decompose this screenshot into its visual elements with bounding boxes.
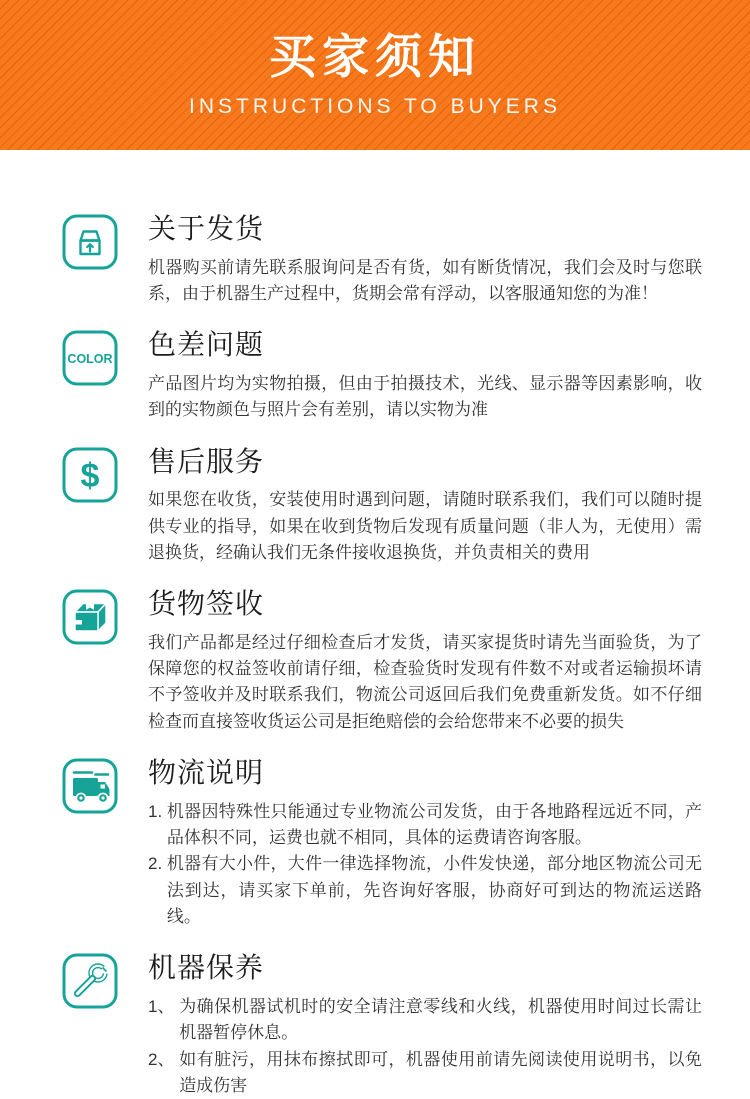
section-title-logistics: 物流说明 [148,757,265,789]
page-title: 买家须知 [269,30,481,84]
logistics-list-item-2 [148,851,702,930]
svg-text:$: $ [80,456,100,495]
wrench-icon [62,953,118,1009]
color-icon [62,330,118,386]
section-logistics [62,756,702,930]
shipping-box-icon [62,214,118,270]
section-title-maintenance: 机器保养 [148,952,265,984]
list-text: 机器因特殊性只能通过专业物流公司发货，由于各地路程远近不同，产品体积不同，运费也就不相同，具体的运费请咨询客服。 [166,801,702,848]
buyer-notice-list [0,150,750,1099]
list-number: 2. [148,854,167,874]
list-text: 如有脏污，用抹布擦拭即可，机器使用前请先阅读使用说明书，以免造成伤害 [179,1049,702,1096]
section-title-goods-receipt: 货物签收 [148,588,265,620]
section-text-goods-receipt: 我们产品都是经过仔细检查后才发货，请买家提货时请先当面验货，为了保障您的权益签收前请仔细，检查验货时发现有件数不对或者运输损坏请不予签收并及时联系我们，物流公司返回后我们免费重新发货。如不仔细检查而直接签收货运公司是拒绝赔偿的会给您带来不必要的损失 [148,632,702,731]
maintenance-list-item-2 [148,1047,702,1099]
maintenance-list-item-1 [148,994,702,1047]
list-text: 机器有大小件，大件一律选择物流，小件发快递，部分地区物流公司无法到达，请买家下单前，先咨询好客服，协商好可到达的物流运送路线。 [166,854,702,927]
section-text-after-sales: 如果您在收货，安装使用时遇到问题，请随时联系我们，我们可以随时提供专业的指导，如果在收到货物后发现有质量问题（非人为，无使用）需退换货，经确认我们无条件接收退换货，并负责相关的费用 [148,490,702,562]
section-title-after-sales: 售后服务 [148,445,265,477]
list-text: 为确保机器试机时的安全请注意零线和火线，机器使用时间过长需让机器暂停休息。 [179,997,702,1043]
logistics-list-item-1 [148,799,702,852]
dollar-icon [62,447,118,503]
section-text-color: 产品图片均为实物拍摄，但由于拍摄技术，光线、显示器等因素影响，收到的实物颜色与照片会有差别，请以实物为准 [148,373,702,420]
page-header [0,0,750,150]
page-subtitle: INSTRUCTIONS TO BUYERS [189,94,561,118]
section-after-sales [62,445,702,567]
truck-icon [62,758,118,814]
list-number: 2、 [148,1049,180,1069]
section-title-shipping: 关于发货 [148,213,265,244]
section-text-shipping: 机器购买前请先联系服询问是否有货，如有断货情况，我们会及时与您联系，由于机器生产过程中，货期会常有浮动，以客服通知您的为准！ [148,257,702,303]
section-maintenance [62,951,702,1099]
list-number: 1、 [148,997,180,1017]
list-number: 1. [148,801,167,821]
cube-icon [62,589,118,645]
section-color-difference [62,328,702,423]
section-shipping [62,212,702,307]
svg-text:COLOR: COLOR [67,352,113,367]
section-goods-receipt [62,587,702,735]
section-title-color: 色差问题 [148,329,265,361]
